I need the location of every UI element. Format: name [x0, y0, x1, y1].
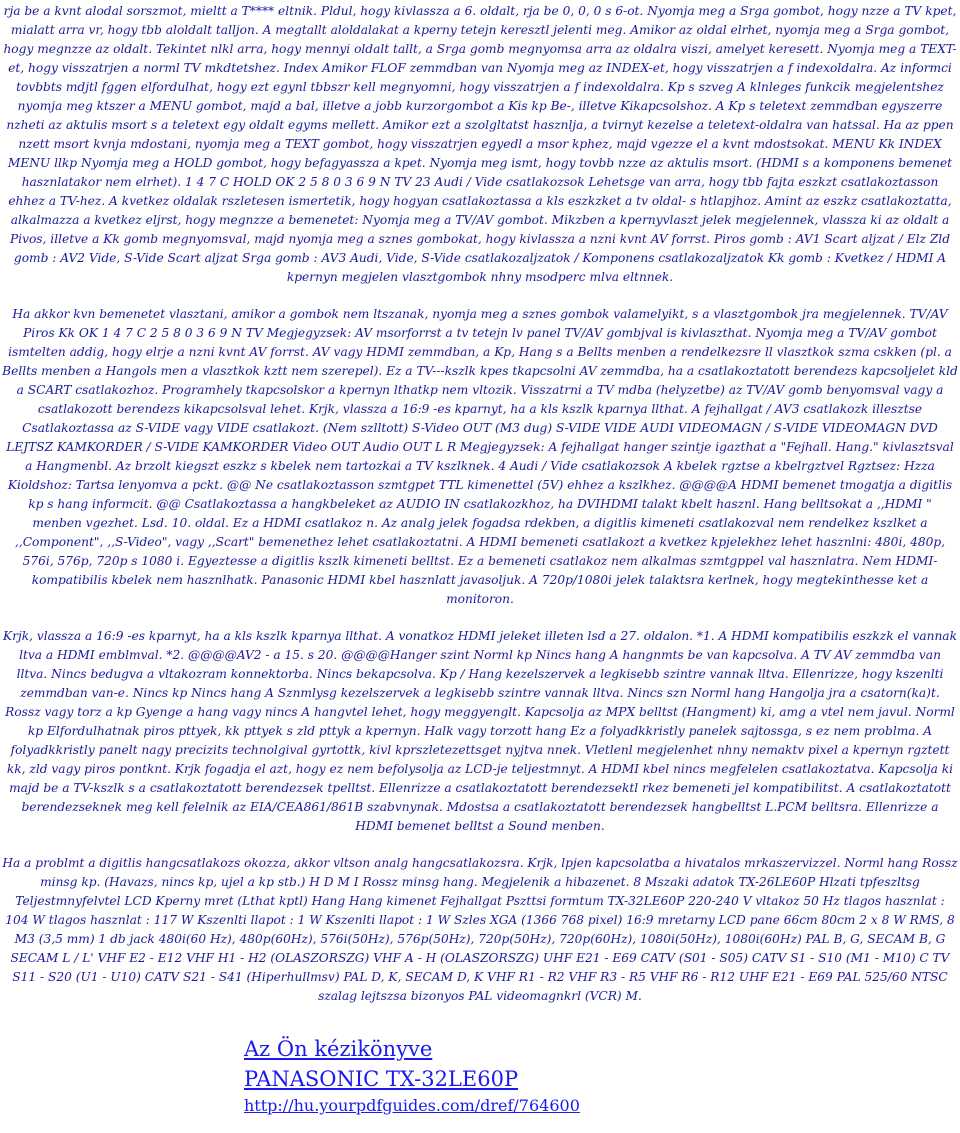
guide-url-link[interactable]: http://hu.yourpdfguides.com/dref/764600: [244, 1096, 580, 1115]
paragraph-av-hdmi: Ha akkor kvn bemenetet vlasztani, amikor a gombok nem ltszanak, nyomja meg a sznes gombok valamelyikt, s a vlasztgombok jra megjelennek. TV/AV Piros Kk OK 1 4 7 C 2 5 8 0 3 6 9 N TV Megjegyzsek: AV msorforrst a tv tetejn lv panel TV/AV gombjval is kivlaszthat. Nyomja meg a TV/AV gombot ismtelten addig, hogy elrje a nzni kvnt AV forrst. AV vagy HDMI zemmdban, a Kp, Hang s a Bellts menben a rendelkezsre ll vlasztkok szma cskken (pl. a Bellts menben a Hangols men a vlasztkok kztt nem szerepel). Ez a TV---kszlk kpes tkapcsolni AV zemmdba, ha a csatlakoztatott berendezs kapcsoljelet kld a SCART csatlakozhoz. Programhely tkapcsolskor a kpernyn lthatkp nem vltozik. Visszatrni a TV mdba (helyzetbe) az TV/AV gomb benyomsval vagy a csatlakozott berendezs kikapcsolsval lehet. Krjk, vlassza a 16:9 -es kparnyt, ha a kls kszlk kparnya llthat. A fejhallgat / AV3 csatlakozk illesztse Csatlakoztassa az S-VIDE vagy VIDE csatlakozt. (Nem szlltott) S-Video OUT (M3 dug) S-VIDE VIDE AUDI VIDEOMAGN / S-VIDE VIDEOMAGN DVD LEJTSZ KAMKORDER / S-VIDE KAMKORDER Video OUT Audio OUT L R Megjegyzsek: A fejhallgat hanger szintje igazthat a "Fejhall. Hang." kivlasztsval a Hangmenbl. Az brzolt kiegszt eszkz s kbelek nem tartozkai a TV kszlknek. 4 Audi / Vide csatlakozsok A kbelek rgztse a kbelrgztvel Rgztsez: Hzza Kioldshoz: Tartsa lenyomva a pckt. @@ Ne csatlakoztasson szmtgpet TTL kimenettel (5V) ehhez a kszlkhez. @@@@A HDMI bemenet tmogatja a digitlis kp s hang informcit. @@ Csatlakoztassa a hangkbeleket az AUDIO IN csatlakozkhoz, ha DVIHDMI talakt kbelt hasznl. Hang belltsokat a ,,HDMI " menben vgezhet. Lsd. 10. oldal. Ez a HDMI csatlakoz n. Az analg jelek fogadsa rdekben, a digitlis kimeneti csatlakozval nem rendelkez kszlket a ,,Component", ,,S-Video", vagy ,,Scart" bemenethez lehet csatlakoztatni. A HDMI bemeneti csatlakozt a kvetkez kpjelekhez lehet hasznlni: 480i, 480p, 576i, 576p, 720p s 1080 i. Egyeztesse a digitlis kszlk kimeneti belltst. Ez a bemeneti csatlakoz nem alkalmas szmtgppel val hasznlatra. Nem HDMI-kompatibilis kbelek nem hasznlhatk. Panasonic HDMI kbel hasznlatt javasoljuk. A 720p/1080i jelek talaktsra kerlnek, hogy megtekinthesse ket a monitoron.: [2, 307, 958, 606]
paragraph-teletext-av: rja be a kvnt alodal sorszmot, mieltt a T**** eltnik. Pldul, hogy kivlassza a 6. oldalt, rja be 0, 0, 0 s 6-ot. Nyomja meg a Srga gombot, hogy nzze a TV kpet, mialatt arra vr, hogy tbb aloldalt talljon. A megtallt aloldalakat a kperny tetejn keresztl jelenti meg. Amikor az oldal elrhet, nyomja meg a Srga gombot, hogy megnzze az oldalt. Tekintet nlkl arra, hogy mennyi oldalt tallt, a Srga gomb megnyomsa arra az oldalra viszi, amelyet keresett. Nyomja meg a TEXT-et, hogy visszatrjen a norml TV mkdtetshez. Index Amikor FLOF zemmdban van Nyomja meg az INDEX-et, hogy visszatrjen a f indexoldalra. Az informci tovbbts mdjtl fggen elfordulhat, hogy ezt egynl tbbszr kell megnyomni, hogy visszatrjen a f indexoldalra. Kp s szveg A klnleges funkcik megjelentshez nyomja meg ktszer a MENU gombot, majd a bal, illetve a jobb kurzorgombot a Kis kp Be-, illetve Kikapcsolshoz. A Kp s teletext zemmdban egyszerre nzheti az aktulis msort s a teletext egy oldalt egyms mellett. Amikor ezt a szolgltatst hasznlja, a tvirnyt kezelse a teletext-oldalra van hatssal. Ha az ppen nzett msort kvnja mdostani, nyomja meg a TEXT gombot, hogy visszatrjen egyedl a msor kphez, majd vgezze el a kvnt mdostsokat. MENU Kk INDEX MENU llkp Nyomja meg a HOLD gombot, hogy befagyassza a kpet. Nyomja meg ismt, hogy tovbb nzze az aktulis msort. (HDMI s a komponens bemenet hasznlatakor nem elrhet). 1 4 7 C HOLD OK 2 5 8 0 3 6 9 N TV 23 Audi / Vide csatlakozsok Lehetsge van arra, hogy tbb fajta eszkzt csatlakoztasson ehhez a TV-hez. A kvetkez oldalak rszletesen ismertetik, hogy hogyan csatlakoztassa a kls eszkzket a tv oldal- s htlapjhoz. Amint az eszkz csatlakoztatta, alkalmazza a kvetkez eljrst, hogy megnzze a bemenetet: Nyomja meg a TV/AV gombot. Mikzben a kpernyvlaszt jelek megjelennek, vlassza ki az oldalt a Pivos, illetve a Kk gomb megnyomsval, majd nyomja meg a sznes gombokat, hogy kivlassza a nzni kvnt AV forrst. Piros gomb : AV1 Scart aljzat / Elz Zld gomb : AV2 Vide, S-Vide Scart aljzat Srga gomb : AV3 Audi, Vide, S-Vide csatlakozaljzatok / Komponens csatlakozaljzatok Kk gomb : Kvetkez / HDMI A kpernyn megjelen vlasztgombok nhny msodperc mlva eltnnek.: [3, 4, 957, 284]
footer-links: [244, 1034, 580, 1118]
product-name-link[interactable]: PANASONIC TX-32LE60P: [244, 1067, 519, 1091]
paragraph-gap: [2, 287, 958, 305]
paragraph-specifications: Ha a problmt a digitlis hangcsatlakozs okozza, akkor vltson analg hangcsatlakozsra. Krjk, lpjen kapcsolatba a hivatalos mrkaszervizzel. Norml hang Rossz minsg kp. (Havazs, nincs kp, ujel a kp stb.) H D M I Rossz minsg hang. Megjelenik a hibazenet. 8 Mszaki adatok TX-26LE60P Hlzati tpfeszltsg Teljestmnyfelvtel LCD Kperny mret (Lthat kptl) Hang Hang kimenet Fejhallgat Pszttsi formtum TX-32LE60P 220-240 V vltakoz 50 Hz tlagos hasznlat : 104 W tlagos hasznlat : 117 W Kszenlti llapot : 1 W Kszenlti llapot : 1 W Szles XGA (1366 768 pixel) 16:9 mretarny LCD pane 66cm 80cm 2 x 8 W RMS, 8 M3 (3,5 mm) 1 db jack 480i(60 Hz), 480p(60Hz), 576i(50Hz), 576p(50Hz), 720p(50Hz), 720p(60Hz), 1080i(50Hz), 1080i(60Hz) PAL B, G, SECAM B, G SECAM L / L' VHF E2 - E12 VHF H1 - H2 (OLASZORSZG) VHF A - H (OLASZORSZG) UHF E21 - E69 CATV (S01 - S05) CATV S1 - S10 (M1 - M10) C TV S11 - S20 (U1 - U10) CATV S21 - S41 (Hiperhullmsv) PAL D, K, SECAM D, K VHF R1 - R2 VHF R3 - R5 VHF R6 - R12 UHF E21 - E69 PAL 525/60 NTSC szalag lejtszsa bizonyos PAL videomagnkrl (VCR) M.: [2, 856, 958, 1003]
paragraph-gap: [2, 609, 958, 627]
paragraph-gap: [2, 836, 958, 854]
manual-title-link[interactable]: Az Ön kézikönyve: [244, 1037, 433, 1061]
paragraph-troubleshooting: Krjk, vlassza a 16:9 -es kparnyt, ha a kls kszlk kparnya llthat. A vonatkoz HDMI jeleket illeten lsd a 27. oldalon. *1. A HDMI kompatibilis eszkzk el vannak ltva a HDMI emblmval. *2. @@@@AV2 - a 15. s 20. @@@@Hanger szint Norml kp Nincs hang A hangnmts be van kapcsolva. A TV AV zemmdba van lltva. Nincs bedugva a vltakozram konnektorba. Nincs bekapcsolva. Kp / Hang kezelszervek a legkisebb szintre vannak lltva. Ellenrizze, hogy kszenlti zemmdban van-e. Nincs kp Nincs hang A Sznmlysg kezelszervek a legkisebb szintre vannak lltva. Nincs szn Norml hang Hangolja jra a csatorn(ka)t. Rossz vagy torz a kp Gyenge a hang vagy nincs A hangvtel lehet, hogy meggyenglt. Kapcsolja az MPX belltst (Hangment) ki, amg a vtel nem javul. Norml kp Elfordulhatnak piros pttyek, kk pttyek s zld pttyk a kpernyn. Halk vagy torzott hang Ez a folyadkkristly panelek sajtossga, s ez nem problma. A folyadkkristly panelt nagy precizits technolgival gyrtottk, kivl kprszletezettsget nyjtva nnek. Vletlenl megjelenhet nhny nemaktv pixel a kpernyn rgztett kk, zld vagy piros pontknt. Krjk fogadja el azt, hogy ez nem befolysolja az LCD-je teljestmnyt. A HDMI kbel nincs megfelelen csatlakoztatva. Kapcsolja ki majd be a TV-kszlk s a csatlakoztatott berendezsek tpelltst. Ellenrizze a csatlakoztatott berendezsektl rkez bemeneti jel kompatibilitst. A csatlakoztatott berendezseknek meg kell felelnik az EIA/CEA861/861B szabvnynak. Mdostsa a csatlakoztatott berendezsek hangbelltst L.PCM belltsra. Ellenrizze a HDMI bemenet belltst a Sound menben.: [3, 629, 957, 833]
